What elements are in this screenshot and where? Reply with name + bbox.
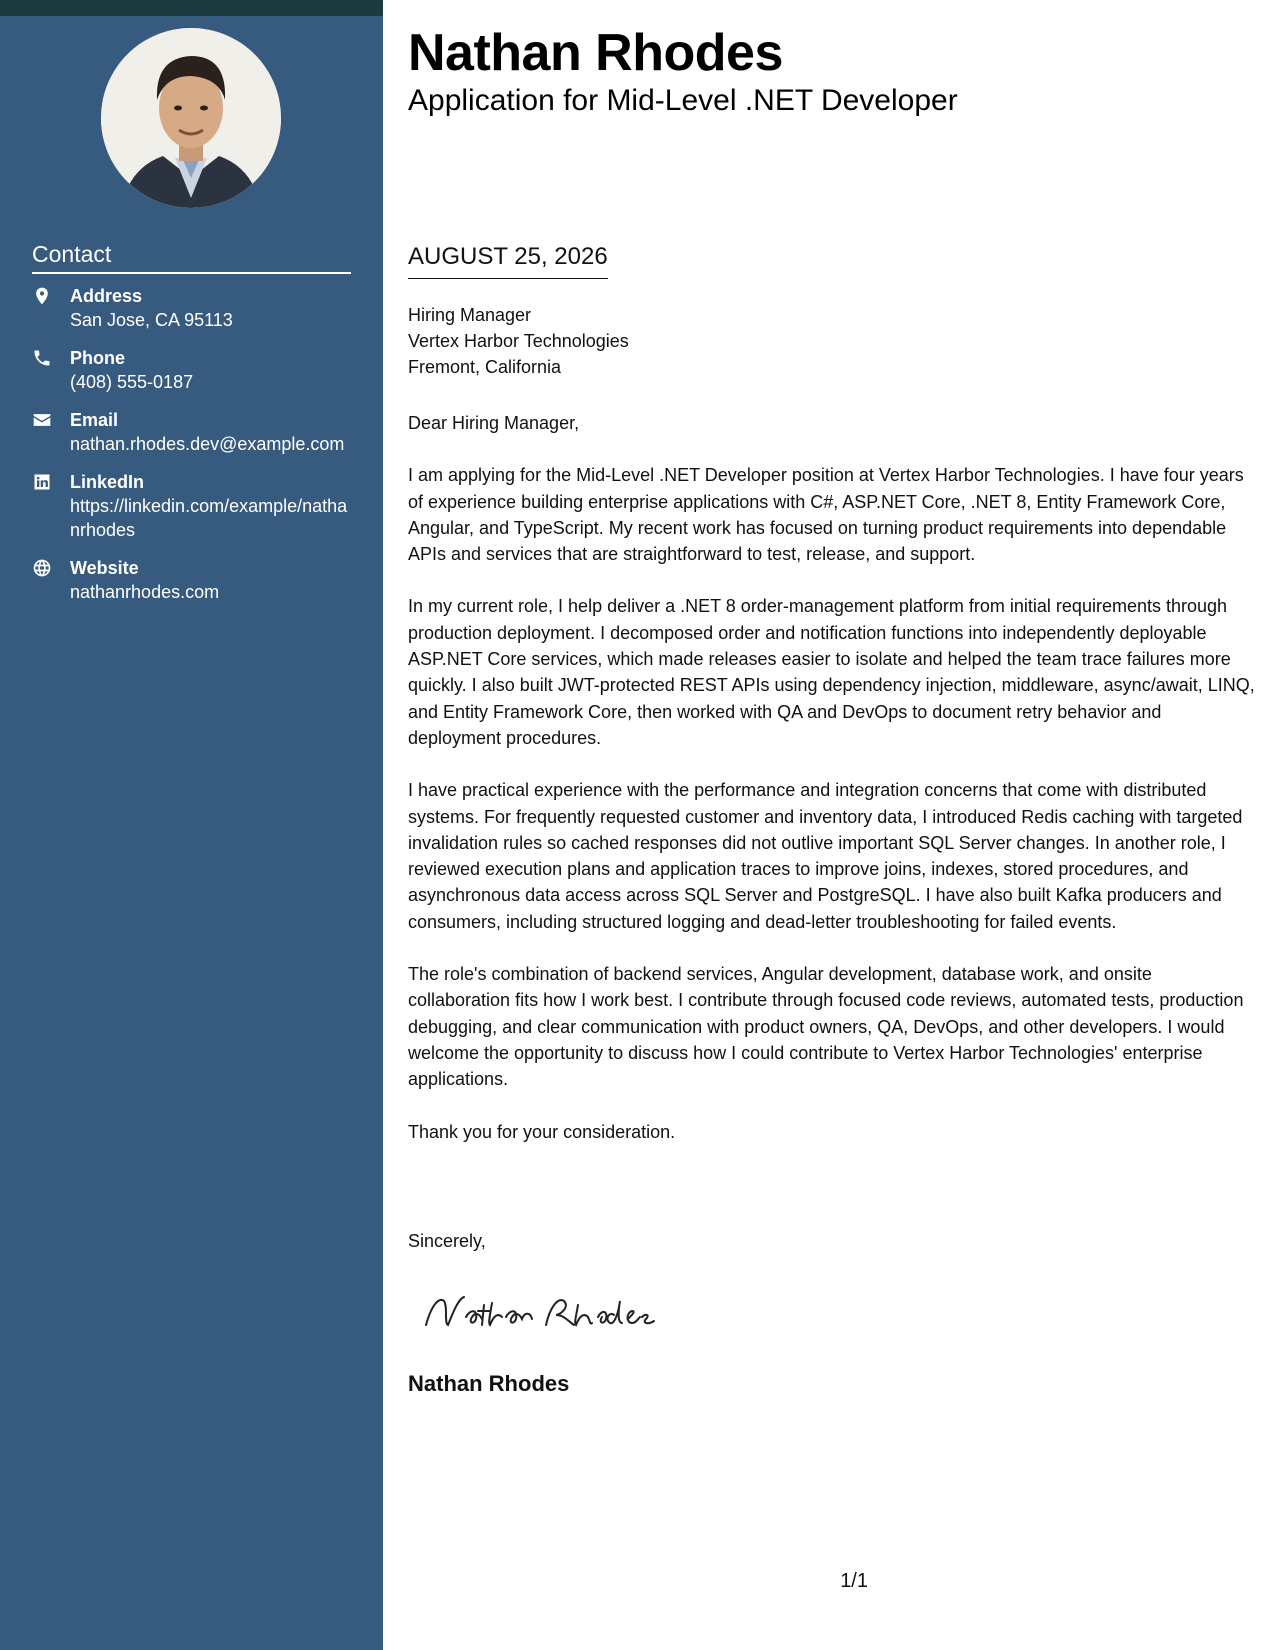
signature-image xyxy=(418,1285,668,1341)
recipient-line: Hiring Manager xyxy=(408,305,532,325)
contact-item-address xyxy=(32,284,351,332)
contact-value[interactable]: nathan.rhodes.dev@example.com xyxy=(70,434,345,454)
contact-label: Website xyxy=(70,558,139,578)
closing: Sincerely, xyxy=(408,1231,486,1251)
applicant-name: Nathan Rhodes xyxy=(408,24,783,82)
contact-label: Address xyxy=(70,286,143,306)
contact-label: LinkedIn xyxy=(70,472,145,492)
recipient-line: Vertex Harbor Technologies xyxy=(408,331,629,351)
contact-item-website xyxy=(32,556,351,604)
avatar-image xyxy=(101,28,281,208)
phone-icon xyxy=(32,348,56,372)
sidebar xyxy=(0,0,383,1650)
sidebar-top-bar xyxy=(0,0,383,16)
recipient-line: Fremont, California xyxy=(408,357,562,377)
map-pin-icon xyxy=(32,286,56,310)
contact-value[interactable]: (408) 555-0187 xyxy=(70,372,194,392)
body-paragraph: In my current role, I help deliver a .NET 8 order-management platform from initial requirements through production deployment. I decomposed order and notification functions into independently deployable ASP.NET Core services, which made releases easier to isolate and helped the team trace failures more quickly. I also built JWT-protected REST APIs using dependency injection, middleware, async/await, LINQ, and Entity Framework Core, then worked with QA and DevOps to document retry behavior and deployment procedures. xyxy=(408,596,1255,748)
contact-heading: Contact xyxy=(32,240,351,274)
body-paragraph: I am applying for the Mid-Level .NET Developer position at Vertex Harbor Technologies. I have four years of experience building enterprise applications with C#, ASP.NET Core, .NET 8, Entity Framework Core, Angular, and TypeScript. My recent work has focused on turning product requirements into dependable APIs and services that are straightforward to test, release, and support. xyxy=(408,465,1244,565)
body-paragraph: Thank you for your consideration. xyxy=(408,1121,676,1142)
contact-list xyxy=(32,284,351,618)
contact-value[interactable]: nathanrhodes.com xyxy=(70,582,220,602)
body-paragraph: The role's combination of backend services, Angular development, database work, and onsite collaboration fits how I work best. I contribute through focused code reviews, automated tests, production debugging, and clear communication with product owners, QA, DevOps, and other developers. I would welcome the opportunity to discuss how I could contribute to Vertex Harbor Technologies' enterprise applications. xyxy=(408,964,1244,1090)
contact-value: San Jose, CA 95113 xyxy=(70,310,233,330)
application-subtitle: Application for Mid-Level .NET Developer xyxy=(408,84,958,117)
globe-icon xyxy=(32,558,56,582)
email-icon xyxy=(32,410,56,434)
contact-label: Email xyxy=(70,410,119,430)
body-paragraph: I have practical experience with the performance and integration concerns that come with distributed systems. For frequently requested customer and inventory data, I introduced Redis caching with targeted invalidation rules so cached responses did not outlive important SQL Server changes. In another role, I reviewed execution plans and application traces to improve joins, indexes, stored procedures, and asynchronous data access across SQL Server and PostgreSQL. I have also built Kafka producers and consumers, including structured logging and dead-letter troubleshooting for failed events. xyxy=(408,780,1243,932)
recipient-block xyxy=(408,302,1255,380)
letter-body xyxy=(408,410,1255,1171)
contact-item-email xyxy=(32,408,351,456)
contact-item-linkedin xyxy=(32,470,351,542)
avatar xyxy=(101,28,281,208)
contact-item-phone xyxy=(32,346,351,394)
letter-date: AUGUST 25, 2026 xyxy=(408,242,608,279)
contact-value[interactable]: https://linkedin.com/example/nathanrhodes xyxy=(70,496,348,540)
signed-name: Nathan Rhodes xyxy=(408,1371,570,1396)
page-number: 1/1 xyxy=(840,1570,868,1592)
contact-label: Phone xyxy=(70,348,126,368)
salutation: Dear Hiring Manager, xyxy=(408,413,580,433)
linkedin-icon xyxy=(32,472,56,496)
